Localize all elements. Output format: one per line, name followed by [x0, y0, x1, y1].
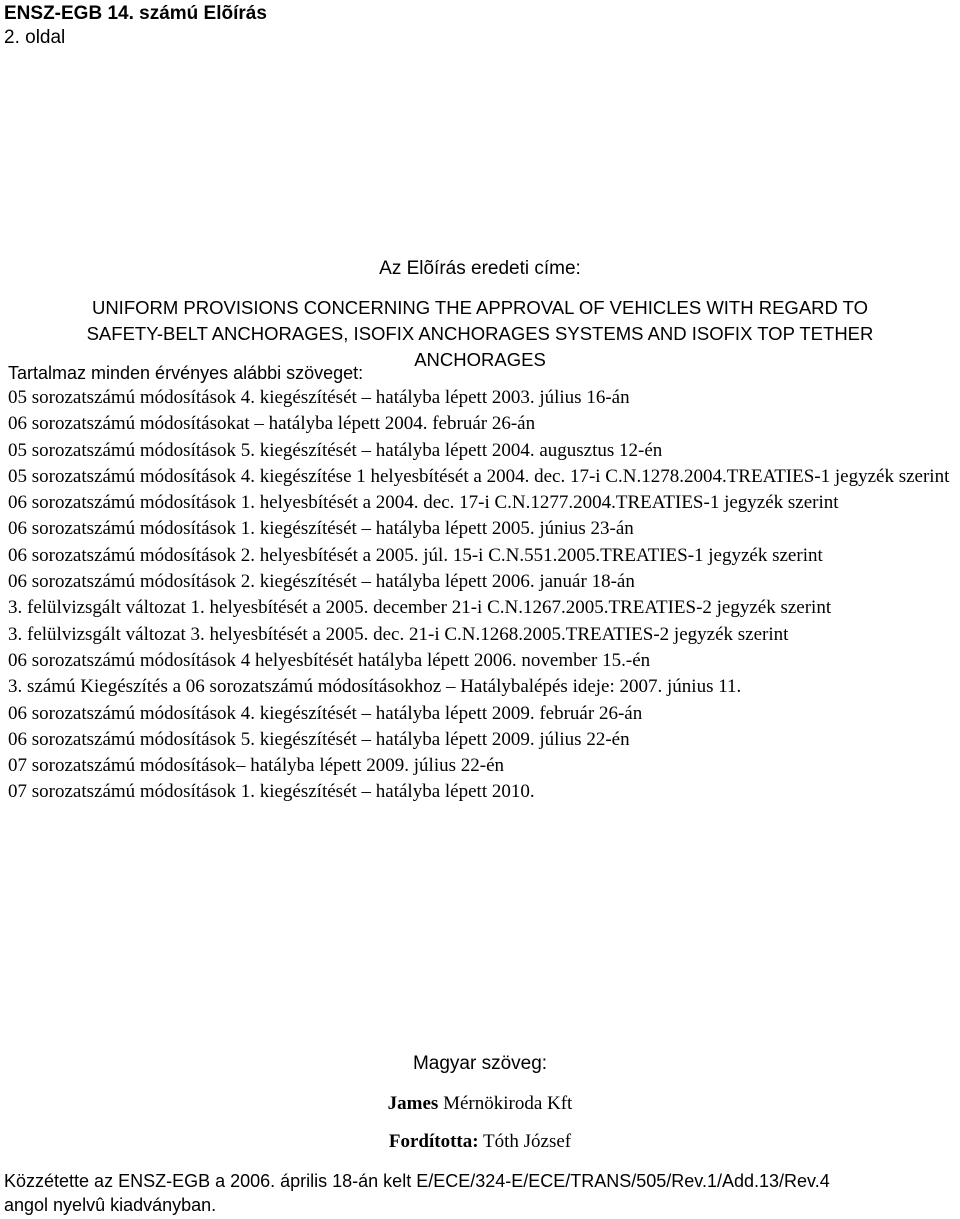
- amendment-item: 05 sorozatszámú módosítások 5. kiegészítését – hatályba lépett 2004. augusztus 12-én: [8, 439, 663, 461]
- publication-line: angol nyelvû kiadványban.: [4, 1195, 217, 1215]
- amendment-item: 06 sorozatszámú módosítások 4. kiegészítését – hatályba lépett 2009. február 26-án: [8, 702, 643, 724]
- amendment-item: 06 sorozatszámú módosítások 4 helyesbítését hatályba lépett 2006. november 15.-én: [8, 649, 651, 671]
- amendment-item: 06 sorozatszámú módosítások 5. kiegészítését – hatályba lépett 2009. július 22-én: [8, 728, 630, 750]
- amendment-item: 05 sorozatszámú módosítások 4. kiegészítése 1 helyesbítését a 2004. dec. 17-i C.N.1278.2004.TREATIES-1 jegyzék szerint: [8, 465, 950, 487]
- original-title-line: UNIFORM PROVISIONS CONCERNING THE APPROVAL OF VEHICLES WITH REGARD TO: [91, 297, 869, 318]
- translator-label: Fordította:: [388, 1131, 479, 1152]
- amendment-item: 06 sorozatszámú módosítások 1. kiegészítését – hatályba lépett 2005. június 23-án: [8, 518, 634, 540]
- company-name-bold: James: [387, 1093, 439, 1114]
- amendment-item: 3. számú Kiegészítés a 06 sorozatszámú módosításokhoz – Hatálybalépés ideje: 2007. június 11.: [8, 676, 742, 698]
- amendment-item: 06 sorozatszámú módosítások 2. kiegészítését – hatályba lépett 2006. január 18-án: [8, 571, 635, 593]
- amendment-item: 06 sorozatszámú módosítások 2. helyesbítését a 2005. júl. 15-i C.N.551.2005.TREATIES-1 jegyzék szerint: [8, 544, 823, 566]
- translator-line: [0, 1130, 960, 1154]
- translator-name: Tóth József: [478, 1131, 572, 1152]
- regulation-number: ENSZ-EGB 14. számú Elõírás: [4, 3, 267, 24]
- page-number: 2. oldal: [4, 27, 66, 48]
- amendment-list: [8, 385, 958, 806]
- publication-note: [4, 1169, 956, 1217]
- amendment-item: 06 sorozatszámú módosítások 1. helyesbítését a 2004. dec. 17-i C.N.1277.2004.TREATIES-1 jegyzék szerint: [8, 492, 839, 514]
- translation-credits: [0, 1052, 960, 1168]
- publication-line: Közzétette az ENSZ-EGB a 2006. április 18-án kelt E/ECE/324-E/ECE/TRANS/505/Rev.1/Add.13/Rev.4: [4, 1171, 830, 1191]
- amendment-item: 07 sorozatszámú módosítások– hatályba lépett 2009. július 22-én: [8, 755, 505, 777]
- amendment-item: 3. felülvizsgált változat 3. helyesbítését a 2005. dec. 21-i C.N.1268.2005.TREATIES-2 jegyzék szerint: [8, 623, 789, 645]
- amendment-item: 05 sorozatszámú módosítások 4. kiegészítését – hatályba lépett 2003. július 16-án: [8, 387, 630, 408]
- document-header: [4, 2, 267, 50]
- amendment-item: 06 sorozatszámú módosításokat – hatályba lépett 2004. február 26-án: [8, 413, 536, 435]
- contains-label: Tartalmaz minden érvényes alábbi szöveget:: [8, 363, 364, 383]
- company-name-rest: Mérnökiroda Kft: [438, 1093, 573, 1114]
- original-title-label: Az Elõírás eredeti címe:: [379, 258, 581, 279]
- translation-label: Magyar szöveg:: [412, 1053, 548, 1074]
- translation-company: [0, 1092, 960, 1116]
- original-title-line: SAFETY-BELT ANCHORAGES, ISOFIX ANCHORAGES SYSTEMS AND ISOFIX TOP TETHER: [86, 323, 874, 344]
- amendment-item: 3. felülvizsgált változat 1. helyesbítését a 2005. december 21-i C.N.1267.2005.TREATIES-2 jegyzék szerint: [8, 597, 832, 619]
- amendment-item: 07 sorozatszámú módosítások 1. kiegészítését – hatályba lépett 2010.: [8, 781, 535, 803]
- original-title-line: ANCHORAGES: [414, 349, 546, 370]
